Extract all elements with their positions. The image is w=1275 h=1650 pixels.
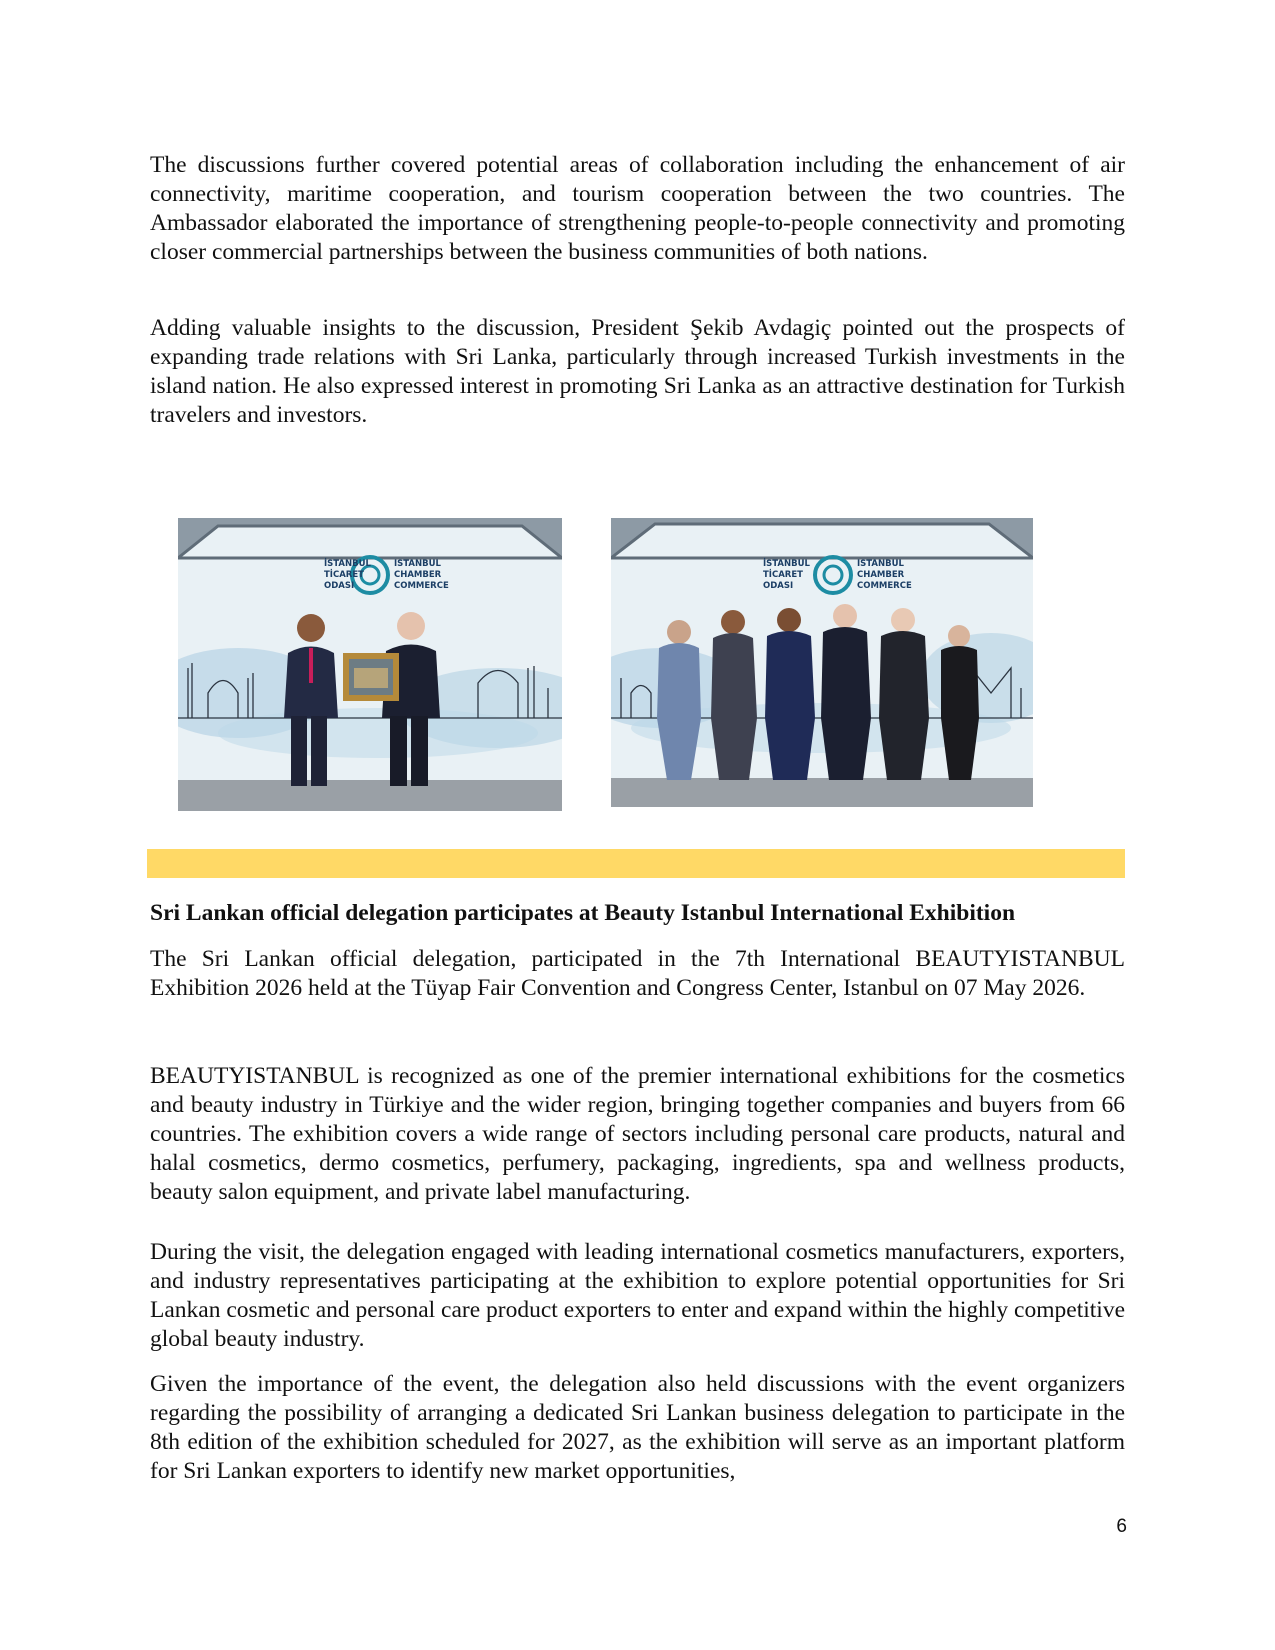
logo-text-ticaret: TİCARET bbox=[324, 570, 364, 580]
paragraph-collaboration: The discussions further covered potential areas of collaboration including the enhancement of air connectivity, maritime cooperation, and tourism cooperation between the two countries. The Ambassador elaborated the importance of strengthening people-to-people connectivity and promoting closer commercial partnerships between the business communities of both nations. bbox=[150, 152, 1125, 265]
logo2-text-commerce: COMMERCE bbox=[857, 581, 912, 591]
logo-text-istanbul-left: İSTANBUL bbox=[324, 559, 371, 569]
photo-plaque-presentation bbox=[178, 518, 562, 811]
section-heading: Sri Lankan official delegation participates at Beauty Istanbul International Exhibition bbox=[150, 900, 1016, 926]
page-number: 6 bbox=[1116, 1516, 1127, 1537]
logo2-text-ticaret: TİCARET bbox=[763, 570, 803, 580]
logo2-text-chamber: CHAMBER bbox=[857, 570, 905, 580]
paragraph-president-insights: Adding valuable insights to the discussion, President Şekib Avdagiç pointed out the prospects of expanding trade relations with Sri Lanka, particularly through increased Turkish investments in the island nation. He also expressed interest in promoting Sri Lanka as an attractive destination for Turkish travelers and investors. bbox=[150, 315, 1125, 428]
paragraph-beautyistanbul-overview: BEAUTYISTANBUL is recognized as one of the premier international exhibitions for the cosmetics and beauty industry in Türkiye and the wider region, bringing together companies and buyers from 66 countries. The exhibition covers a wide range of sectors including personal care products, natural and halal cosmetics, dermo cosmetics, perfumery, packaging, ingredients, spa and wellness products, beauty salon equipment, and private label manufacturing. bbox=[150, 1063, 1125, 1205]
logo-text-commerce: COMMERCE bbox=[394, 581, 449, 591]
paragraph-visit-engagement: During the visit, the delegation engaged with leading international cosmetics manufacturers, exporters, and industry representatives participating at the exhibition to explore potential opportunities for Sri Lankan cosmetic and personal care product exporters to enter and expand within the highly competitive global beauty industry. bbox=[150, 1239, 1125, 1352]
logo2-text-istanbul-right: ISTANBUL bbox=[857, 559, 904, 569]
section-divider-bar bbox=[147, 849, 1125, 878]
logo2-text-odasi: ODASI bbox=[763, 581, 794, 591]
photo-group-delegation bbox=[611, 518, 1033, 807]
paragraph-delegation-participation: The Sri Lankan official delegation, participated in the 7th International BEAUTYISTANBUL Exhibition 2026 held at the Tüyap Fair Convention and Congress Center, Istanbul on 07 May 2026. bbox=[150, 946, 1125, 1001]
logo-text-chamber: CHAMBER bbox=[394, 570, 442, 580]
logo2-text-istanbul-left: İSTANBUL bbox=[763, 559, 810, 569]
logo-text-istanbul-right: ISTANBUL bbox=[394, 559, 441, 569]
paragraph-organizer-discussions: Given the importance of the event, the delegation also held discussions with the event organizers regarding the possibility of arranging a dedicated Sri Lankan business delegation to participate in the 8th edition of the exhibition scheduled for 2027, as the exhibition will serve as an important platform for Sri Lankan exporters to identify new market opportunities, bbox=[150, 1371, 1125, 1484]
logo-text-odasi: ODASI bbox=[324, 581, 355, 591]
